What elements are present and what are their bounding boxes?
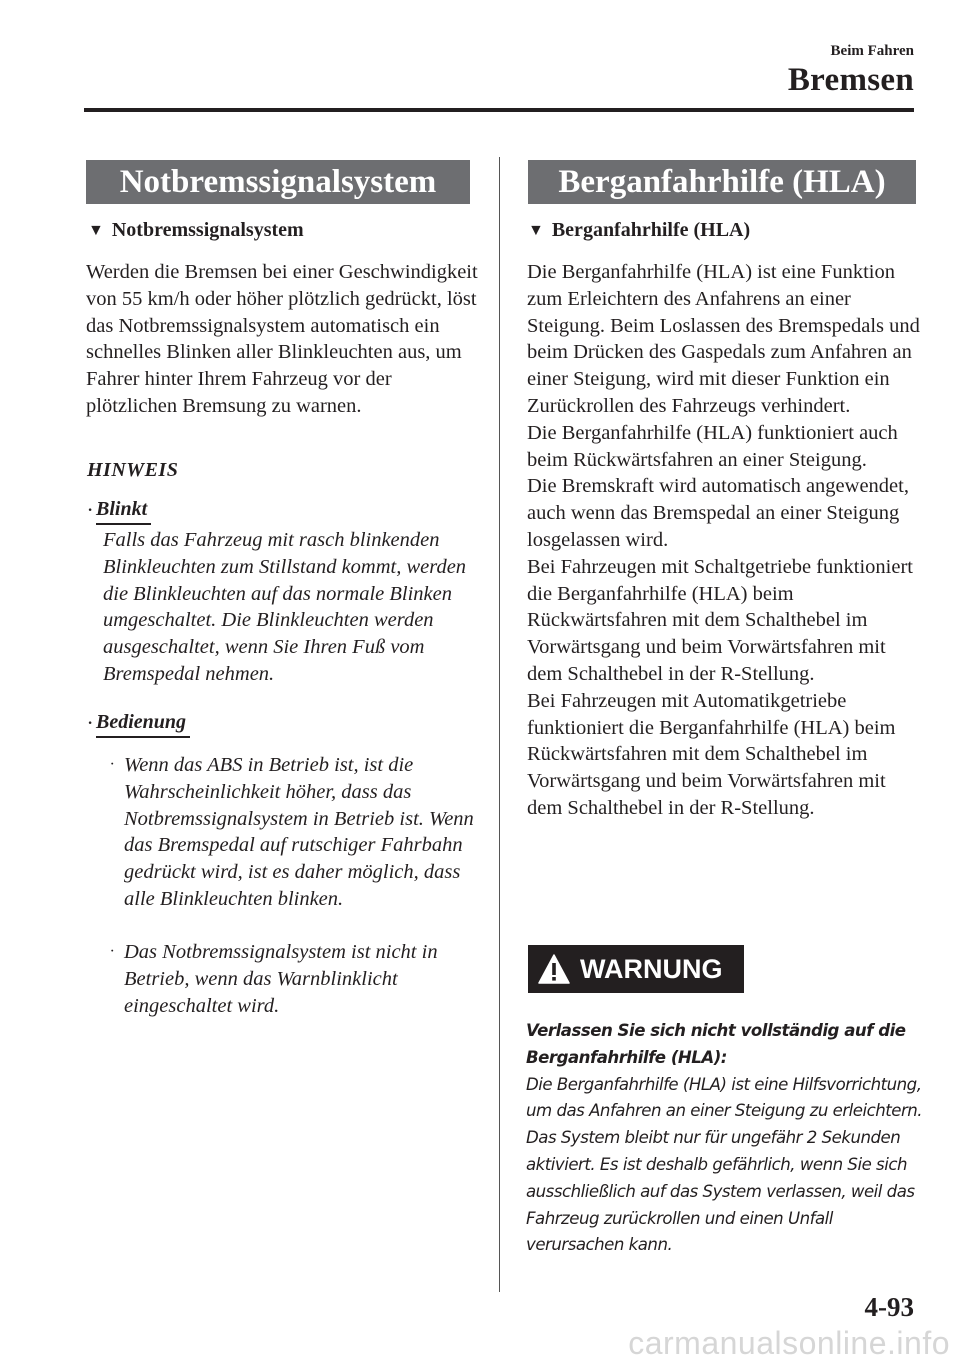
warning-badge [528, 945, 744, 993]
paragraph: Die Berganfahrhilfe (HLA) funktioniert auch beim Rückwärtsfahren an einer Steigung. [527, 421, 898, 471]
paragraph: Bei Fahrzeugen mit Schaltgetriebe funktioniert die Berganfahrhilfe (HLA) beim Rückwärtsfahren mit dem Schalthebel im Vorwärtsgang und beim Vorwärtsfahren mit dem Schalthebel in der R-Stellung. [527, 555, 913, 685]
triangle-down-icon: ▼ [88, 222, 104, 239]
note-item-bedienung [88, 711, 190, 738]
note-subitem [110, 752, 480, 913]
warning-body: Die Berganfahrhilfe (HLA) ist eine Hilfsvorrichtung, um das Anfahren an einer Steigung zu erleichtern. Das System bleibt nur für ungefähr 2 Sekunden aktiviert. Es ist deshalb gefährlich, wenn Sie sich ausschließlich auf das System verlassen, weil das Fahrzeug zurückrollen und einen Unfall verursachen kann. [526, 1074, 923, 1255]
chapter-title: Beim Fahren [830, 43, 914, 59]
warning-heading: Verlassen Sie sich nicht vollständig auf die Berganfahrhilfe (HLA): [526, 1021, 906, 1067]
note-subitem [110, 939, 480, 1019]
subheading-right [528, 219, 750, 242]
note-item-title: Blinkt [96, 498, 151, 525]
section-title: Bremsen [787, 62, 914, 98]
subheading-left-text: Notbremssignalsystem [111, 219, 304, 241]
column-divider [499, 157, 500, 1292]
note-item-blinkt [88, 498, 151, 525]
note-item-text: Falls das Fahrzeug mit rasch blinkenden Blinkleuchten zum Stillstand kommt, werden die Blinkleuchten auf das normale Blinken umgeschaltet. Die Blinkleuchten werden ausgeschaltet, wenn Sie Ihren Fuß vom Bremspedal nehmen. [103, 529, 467, 685]
bullet-icon: · [88, 715, 96, 732]
paragraph: Die Berganfahrhilfe (HLA) ist eine Funktion zum Erleichtern des Anfahrens an einer Steigung. Beim Loslassen des Bremspedals und beim Drücken des Gaspedals zum Anfahren an einer Steigung, wird mit dieser Funktion ein Zurückrollen des Fahrzeugs verhindert. [527, 261, 920, 417]
warning-triangle-icon [538, 954, 570, 984]
note-subitem-text: Das Notbremssignalsystem ist nicht in Betrieb, wenn das Warnblinklicht eingeschaltet wird. [124, 941, 438, 1017]
bullet-icon: · [110, 943, 114, 960]
note-item-title: Bedienung [96, 711, 190, 738]
page-number: 4-93 [864, 1292, 914, 1322]
triangle-down-icon: ▼ [528, 222, 544, 239]
body-text-right [527, 259, 922, 822]
watermark: carmanualsonline.info [628, 1325, 950, 1361]
header-rule [84, 108, 914, 112]
section-banner-right: Berganfahrhilfe (HLA) [528, 160, 916, 204]
bullet-icon: · [110, 756, 114, 773]
note-subitem-text: Wenn das ABS in Betrieb ist, ist die Wahrscheinlichkeit höher, dass das Notbremssignalsystem in Betrieb ist. Wenn das Bremspedal auf rutschiger Fahrbahn gedrückt wird, ist es daher möglich, dass alle Blinkleuchten blinken. [124, 754, 474, 910]
paragraph: Die Bremskraft wird automatisch angewendet, auch wenn das Bremspedal an einer Steigung losgelassen wird. [527, 475, 909, 551]
section-banner-left: Notbremssignalsystem [86, 160, 470, 204]
note-label: HINWEIS [87, 459, 179, 481]
bullet-icon: · [88, 502, 96, 519]
warning-text [526, 1018, 924, 1259]
subheading-left [88, 219, 304, 242]
warning-label: WARNUNG [580, 954, 723, 984]
subheading-right-text: Berganfahrhilfe (HLA) [551, 219, 751, 241]
body-text-left: Werden die Bremsen bei einer Geschwindigkeit von 55 km/h oder höher plötzlich gedrückt, löst das Notbremssignalsystem automatisch ein schnelles Blinken aller Blinkleuchten aus, um Fahrer hinter Ihrem Fahrzeug vor der plötzlichen Bremsung zu warnen. [86, 261, 478, 417]
paragraph: Bei Fahrzeugen mit Automatikgetriebe funktioniert die Berganfahrhilfe (HLA) beim Rückwärtsfahren mit dem Schalthebel im Vorwärtsgang und beim Vorwärtsfahren mit dem Schalthebel in der R-Stellung. [527, 689, 896, 819]
